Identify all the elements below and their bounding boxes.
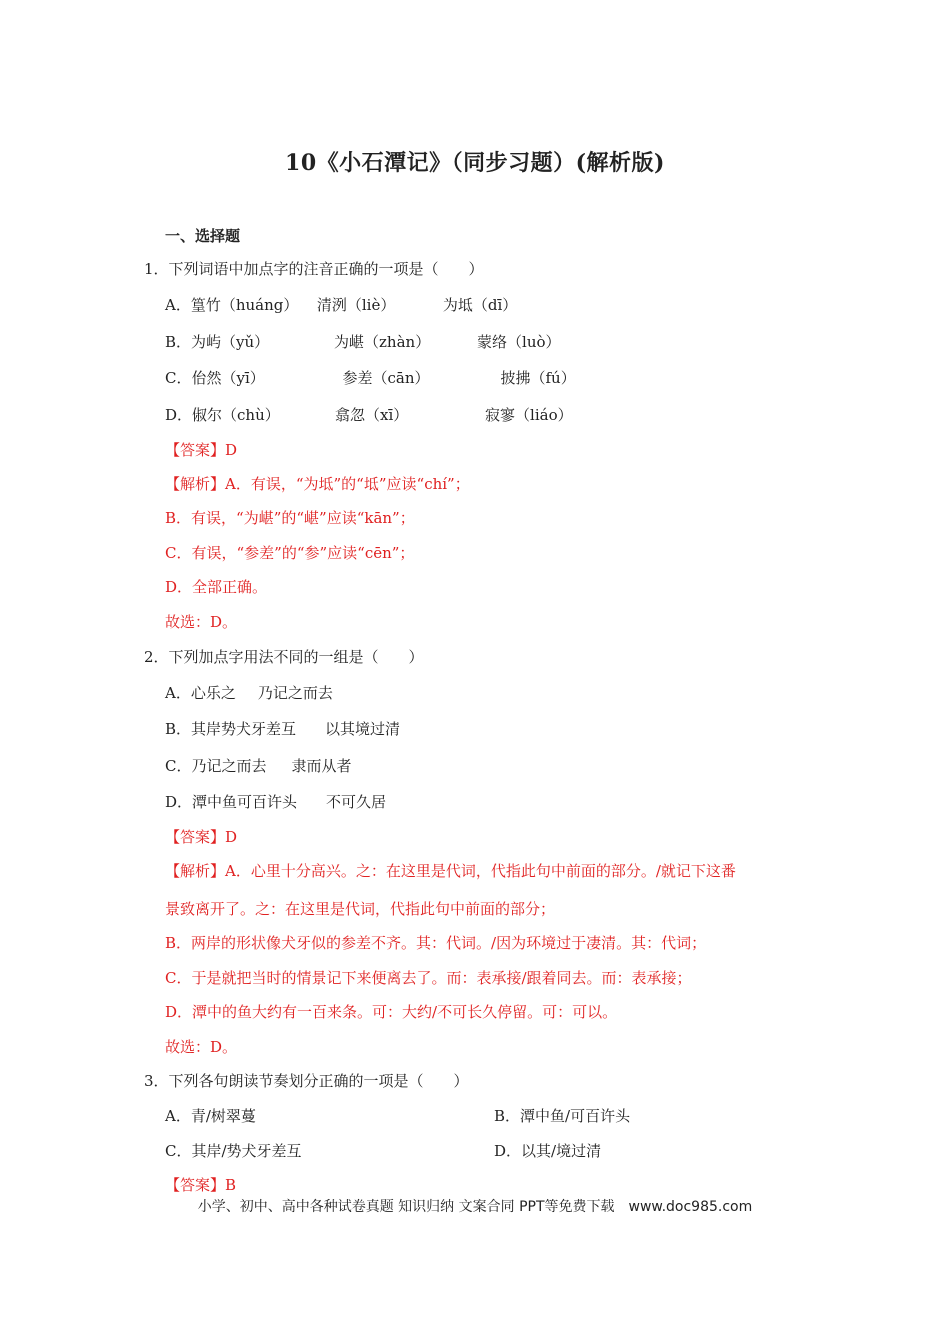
question-1-stem: 1．下列词语中加点字的注音正确的一项是（ ） (144, 260, 484, 278)
question-2-option-a (165, 683, 333, 703)
option-part: 佁然（yī） (191, 369, 265, 387)
option-part: 其岸势犬牙差互 (191, 720, 297, 738)
question-2-stem: 2．下列加点字用法不同的一组是（ ） (144, 648, 424, 666)
analysis-line: A．有误，“为坻”的“坻”应读“chí”； (225, 475, 470, 493)
option-part: 不可久居 (326, 793, 387, 811)
option-part: 披拂（fú） (500, 369, 576, 387)
question-2-option-c (165, 756, 352, 776)
question-3-option-c (165, 1141, 302, 1161)
analysis-line: B．两岸的形状像犬牙似的参差不齐。其：代词。/因为环境过于凄清。其：代词； (165, 934, 707, 952)
question-2-option-d (165, 792, 386, 812)
question-2-answer (165, 827, 237, 847)
option-part: 乃记之而去 (191, 757, 267, 775)
question-2-conclusion: 故选：D。 (165, 1038, 238, 1056)
question-3-option-b (494, 1106, 630, 1126)
question-3-stem: 3．下列各句朗读节奏划分正确的一项是（ ） (144, 1072, 469, 1090)
answer-tag: 【答案】 (165, 441, 226, 459)
question-1-analysis (165, 474, 470, 494)
option-label: A． (165, 1107, 191, 1125)
question-1-conclusion: 故选：D。 (165, 613, 238, 631)
question-2-option-b (165, 719, 400, 739)
question-1-answer (165, 440, 237, 460)
answer-value: B (225, 1176, 237, 1194)
option-label: D． (165, 793, 193, 811)
option-part: 翕忽（xī） (335, 406, 409, 424)
analysis-line: B．有误，“为嵁”的“嵁”应读“kān”； (165, 509, 415, 527)
question-1-option-d (165, 405, 573, 425)
page-title: 10《小石潭记》（同步习题）(解析版) (285, 150, 665, 176)
answer-value: D (225, 828, 238, 846)
question-3-option-d (494, 1141, 601, 1161)
option-label: C． (165, 757, 192, 775)
option-label: B． (494, 1107, 521, 1125)
option-label: D． (494, 1142, 522, 1160)
question-3-answer (165, 1175, 236, 1195)
option-label: C． (165, 1142, 192, 1160)
analysis-tag: 【解析】 (165, 862, 226, 880)
analysis-tag: 【解析】 (165, 475, 226, 493)
option-part: 为屿（yǔ） (191, 333, 270, 351)
page-footer: 小学、初中、高中各种试卷真题 知识归纳 文案合同 PPT等免费下载 www.doc985.com (197, 1199, 753, 1215)
option-part: 心乐之 (190, 684, 236, 702)
option-part: 寂寥（liáo） (485, 406, 573, 424)
option-text: 以其/境过清 (521, 1142, 602, 1160)
option-part: 隶而从者 (291, 757, 352, 775)
option-part: 清洌（liè） (316, 296, 396, 314)
option-text: 青/树翠蔓 (190, 1107, 256, 1125)
analysis-line: 景致离开了。之：在这里是代词，代指此句中前面的部分； (165, 900, 556, 918)
analysis-line: A．心里十分高兴。之：在这里是代词，代指此句中前面的部分。/就记下这番 (225, 862, 736, 880)
question-2-analysis (165, 861, 736, 881)
analysis-line: C．于是就把当时的情景记下来便离去了。而：表承接/跟着同去。而：表承接； (165, 969, 692, 987)
option-part: 参差（cān） (342, 369, 430, 387)
option-label: B． (165, 333, 192, 351)
option-label: B． (165, 720, 192, 738)
option-label: A． (165, 684, 191, 702)
question-1-option-c (165, 368, 576, 388)
option-part: 以其境过清 (325, 720, 401, 738)
question-1-option-a (165, 295, 517, 315)
question-1-option-b (165, 332, 561, 352)
option-part: 俶尔（chù） (192, 406, 280, 424)
answer-tag: 【答案】 (165, 1176, 226, 1194)
option-part: 篁竹（huáng） (190, 296, 299, 314)
option-part: 为坻（dī） (442, 296, 518, 314)
option-label: A． (165, 296, 191, 314)
analysis-line: C．有误，“参差”的“参”应读“cēn”； (165, 544, 415, 562)
section-heading: 一、选择题 (165, 227, 241, 245)
analysis-line: D．潭中的鱼大约有一百来条。可：大约/不可长久停留。可：可以。 (165, 1003, 618, 1021)
option-text: 潭中鱼/可百许头 (520, 1107, 631, 1125)
question-3-option-a (165, 1106, 256, 1126)
option-part: 蒙络（luò） (477, 333, 561, 351)
option-part: 乃记之而去 (257, 684, 333, 702)
option-part: 为嵁（zhàn） (334, 333, 431, 351)
analysis-line: D．全部正确。 (165, 578, 268, 596)
answer-tag: 【答案】 (165, 828, 226, 846)
option-label: C． (165, 369, 192, 387)
answer-value: D (225, 441, 238, 459)
option-text: 其岸/势犬牙差互 (191, 1142, 302, 1160)
option-part: 潭中鱼可百许头 (192, 793, 298, 811)
option-label: D． (165, 406, 193, 424)
